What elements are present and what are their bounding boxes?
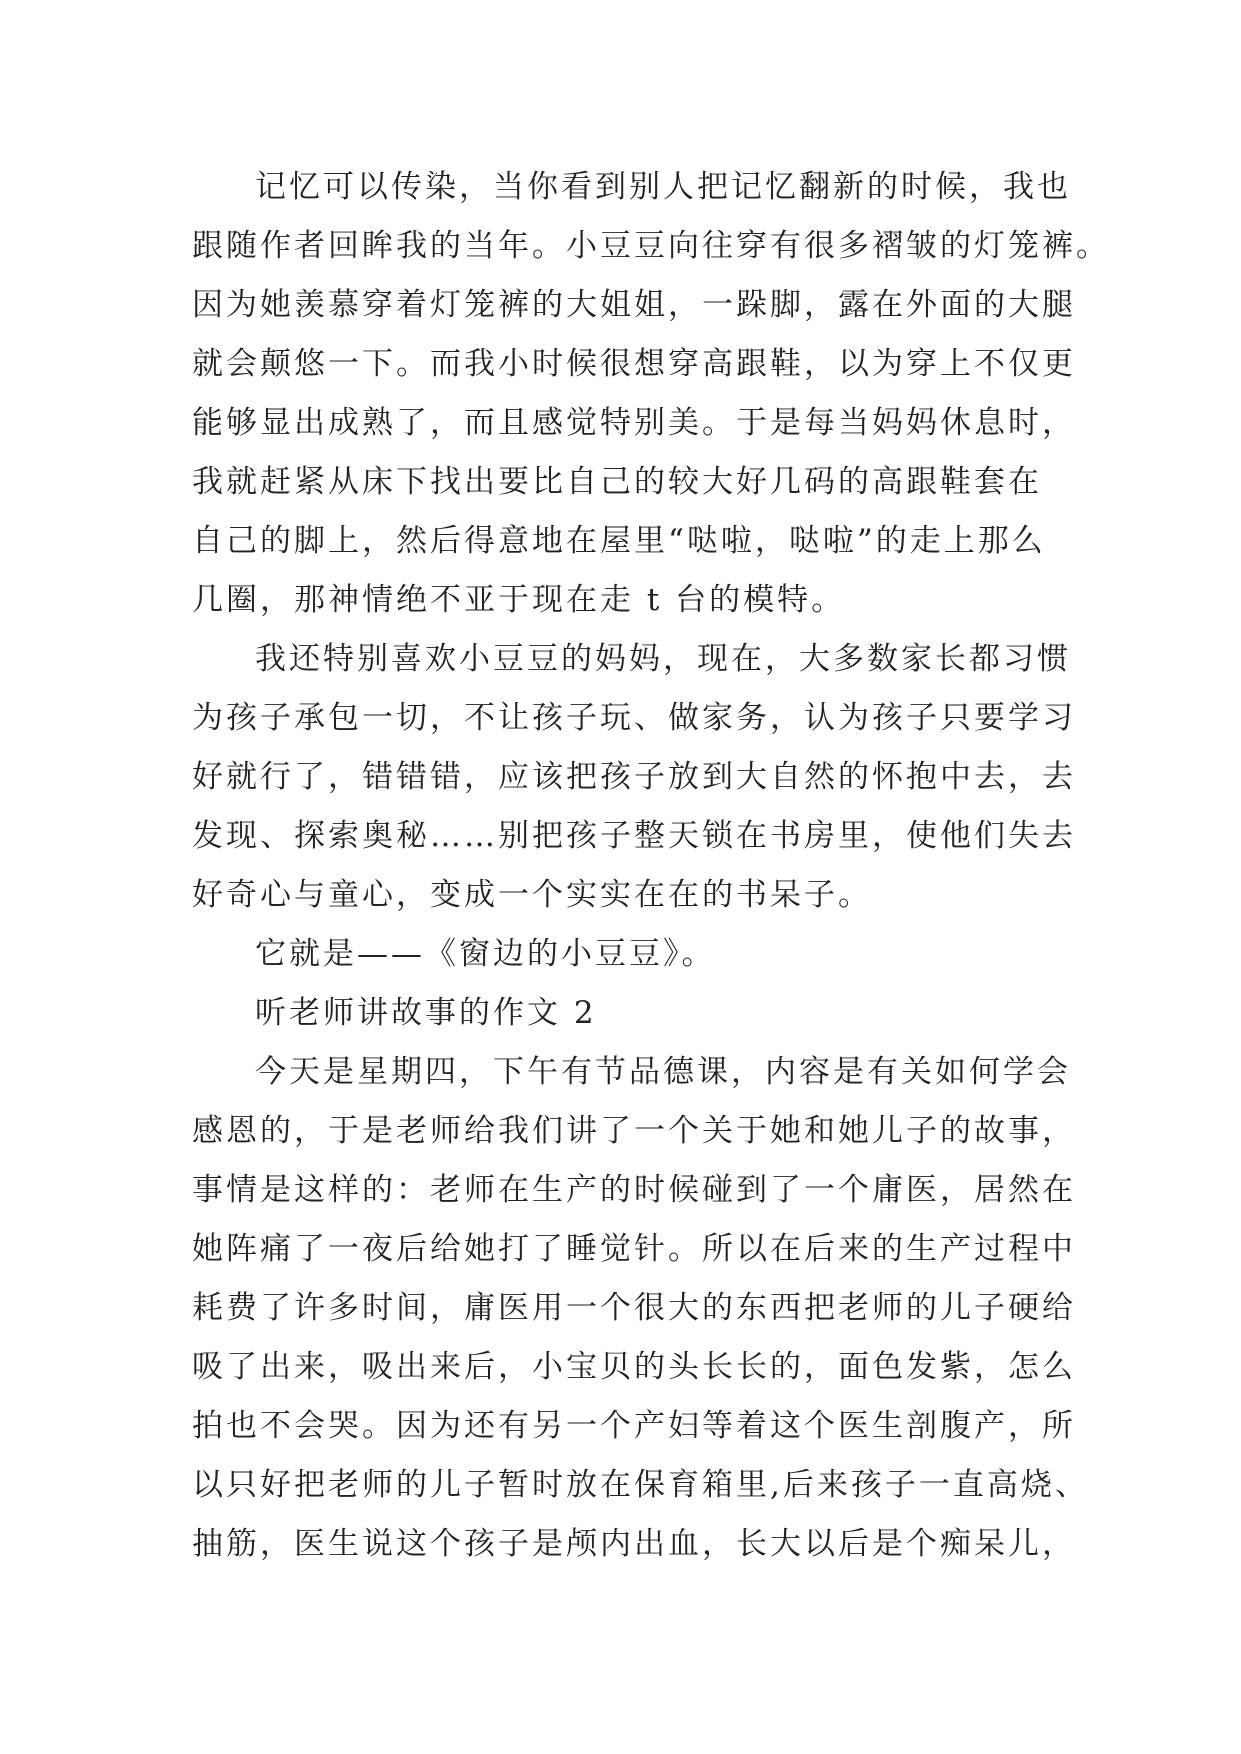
paragraph-line: 她阵痛了一夜后给她打了睡觉针。所以在后来的生产过程中 bbox=[192, 1231, 1076, 1267]
paragraph-line: 吸了出来，吸出来后，小宝贝的头长长的，面色发紫，怎么 bbox=[192, 1349, 1076, 1385]
paragraph-line: 为孩子承包一切，不让孩子玩、做家务，认为孩子只要学习 bbox=[192, 700, 1076, 736]
paragraph-line: 好就行了，错错错，应该把孩子放到大自然的怀抱中去，去 bbox=[192, 759, 1076, 795]
paragraph-line: 能够显出成熟了，而且感觉特别美。于是每当妈妈休息时， bbox=[192, 405, 1076, 441]
paragraph-line: 我就赶紧从床下找出要比自己的较大好几码的高跟鞋套在 bbox=[192, 464, 1042, 500]
paragraph-line: 我还特别喜欢小豆豆的妈妈，现在，大多数家长都习惯 bbox=[255, 641, 1071, 677]
paragraph-line: 几圈，那神情绝不亚于现在走 t 台的模特。 bbox=[192, 582, 846, 618]
paragraph-line: 好奇心与童心，变成一个实实在在的书呆子。 bbox=[192, 877, 872, 913]
paragraph-line: 今天是星期四，下午有节品德课，内容是有关如何学会 bbox=[255, 1054, 1071, 1090]
paragraph-line: 跟随作者回眸我的当年。小豆豆向往穿有很多褶皱的灯笼裤。 bbox=[192, 228, 1110, 264]
paragraph-line: 感恩的，于是老师给我们讲了一个关于她和她儿子的故事， bbox=[192, 1113, 1076, 1149]
paragraph-line: 以只好把老师的儿子暂时放在保育箱里,后来孩子一直高烧、 bbox=[192, 1467, 1089, 1503]
paragraph-line: 事情是这样的：老师在生产的时候碰到了一个庸医，居然在 bbox=[192, 1172, 1076, 1208]
paragraph-line: 耗费了许多时间，庸医用一个很大的东西把老师的儿子硬给 bbox=[192, 1290, 1076, 1326]
paragraph-line: 自己的脚上，然后得意地在屋里“哒啦，哒啦”的走上那么 bbox=[192, 523, 1046, 559]
paragraph-line: 抽筋，医生说这个孩子是颅内出血，长大以后是个痴呆儿， bbox=[192, 1526, 1076, 1562]
paragraph-line: 发现、探索奥秘……别把孩子整天锁在书房里，使他们失去 bbox=[192, 818, 1076, 854]
paragraph-line: 它就是——《窗边的小豆豆》。 bbox=[255, 936, 716, 972]
paragraph-line: 因为她羡慕穿着灯笼裤的大姐姐，一跺脚，露在外面的大腿 bbox=[192, 287, 1076, 323]
paragraph-line: 就会颠悠一下。而我小时候很想穿高跟鞋，以为穿上不仅更 bbox=[192, 346, 1076, 382]
paragraph-line: 记忆可以传染，当你看到别人把记忆翻新的时候，我也 bbox=[255, 169, 1071, 205]
essay-title: 听老师讲故事的作文 2 bbox=[255, 995, 597, 1031]
paragraph-line: 拍也不会哭。因为还有另一个产妇等着这个医生剖腹产，所 bbox=[192, 1408, 1076, 1444]
